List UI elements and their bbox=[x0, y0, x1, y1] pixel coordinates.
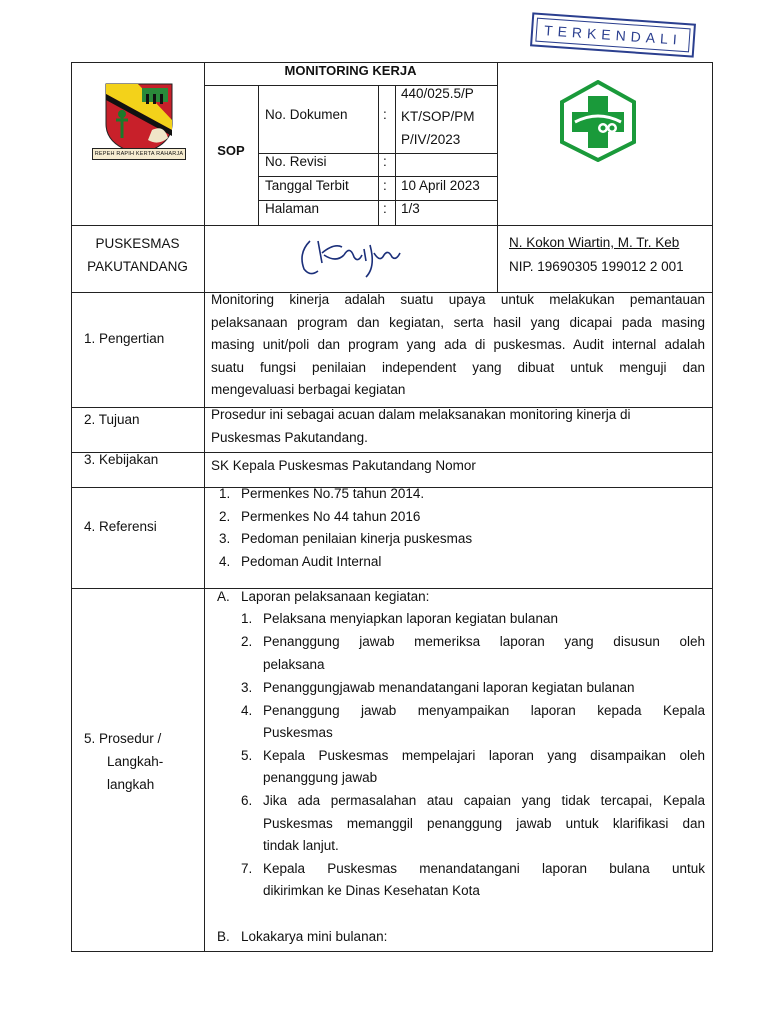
step-line: Puskesmas memanggil penanggung jawab untuk klarifikasi dan bbox=[263, 816, 705, 831]
signatory-nip: NIP. 19690305 199012 2 001 bbox=[509, 259, 684, 274]
kebijakan-text: SK Kepala Puskesmas Pakutandang Nomor bbox=[211, 458, 476, 473]
stamp-text: TERKENDALI bbox=[543, 22, 683, 48]
terkendali-stamp bbox=[530, 12, 696, 57]
pengertian-line: pelaksanaan program dan kegiatan, serta hasil yang dicapai pada masing bbox=[211, 314, 705, 330]
no-revisi-sep: : bbox=[383, 154, 387, 169]
sop-label: SOP bbox=[217, 143, 245, 158]
tanggal-terbit-sep: : bbox=[383, 178, 387, 193]
tujuan-line: Prosedur ini sebagai acuan dalam melaksanakan monitoring kinerja di bbox=[211, 407, 631, 422]
no-dokumen-value-line: KT/SOP/PM bbox=[401, 109, 475, 124]
tanggal-terbit-value: 10 April 2023 bbox=[401, 178, 480, 193]
referensi-item: Pedoman Audit Internal bbox=[241, 554, 382, 569]
prosedur-label bbox=[84, 727, 163, 796]
crest-motto-text: REPEH RAPIH KERTA RAHARJA bbox=[94, 151, 184, 157]
step-line: Puskesmas bbox=[263, 725, 333, 740]
step-number: 4. bbox=[241, 703, 253, 718]
referensi-label: 4. Referensi bbox=[84, 519, 157, 534]
tujuan-text bbox=[211, 404, 705, 449]
step-line: dikirimkan ke Dinas Kesehatan Kota bbox=[263, 883, 480, 898]
prosedur-b-title: Lokakarya mini bulanan: bbox=[241, 929, 388, 944]
step-line: penanggung jawab bbox=[263, 770, 378, 785]
no-dokumen-value-line: 440/025.5/P bbox=[401, 86, 474, 101]
step-number: 2. bbox=[241, 634, 253, 649]
prosedur-a-letter: A. bbox=[217, 589, 230, 604]
referensi-item: Permenkes No 44 tahun 2016 bbox=[241, 509, 421, 524]
no-dokumen-value-line: P/IV/2023 bbox=[401, 132, 461, 147]
document-title: MONITORING KERJA bbox=[284, 63, 417, 78]
referensi-number: 4. bbox=[219, 554, 231, 569]
tujuan-label: 2. Tujuan bbox=[84, 412, 140, 427]
halaman-label: Halaman bbox=[265, 201, 320, 216]
step-line: Jika ada permasalahan atau capaian yang tidak tercapai, Kepala bbox=[263, 793, 705, 808]
step-number: 3. bbox=[241, 680, 253, 695]
no-revisi-label: No. Revisi bbox=[265, 154, 327, 169]
prosedur-b-letter: B. bbox=[217, 929, 230, 944]
prosedur-label-line: Langkah- bbox=[107, 754, 164, 769]
pengertian-line: mengevaluasi berbagai kegiatan bbox=[211, 382, 406, 398]
step-line: Penanggungjawab menandatangani laporan kegiatan bulanan bbox=[263, 680, 635, 695]
step-number: 6. bbox=[241, 793, 253, 808]
prosedur-label-line: langkah bbox=[107, 777, 155, 792]
step-number: 7. bbox=[241, 861, 253, 876]
referensi-item: Pedoman penilaian kinerja puskesmas bbox=[241, 531, 473, 546]
pengertian-line: masing unit/poli dan program yang ada di puskesmas. Audit internal adalah bbox=[211, 337, 705, 353]
pengertian-line: suatu fungsi penilaian independent yang dibuat untuk menguji dan bbox=[211, 359, 705, 375]
referensi-item: Permenkes No.75 tahun 2014. bbox=[241, 486, 425, 501]
crest-motto-ribbon bbox=[92, 148, 186, 160]
step-line: pelaksana bbox=[263, 657, 325, 672]
prosedur-label-line: 5. Prosedur / bbox=[84, 731, 162, 746]
referensi-number: 1. bbox=[219, 486, 231, 501]
step-line: Penanggung jawab memeriksa laporan yang disusun oleh bbox=[263, 634, 705, 649]
step-line: Kepala Puskesmas mempelajari laporan yang disampaikan oleh bbox=[263, 748, 705, 763]
step-line: tindak lanjut. bbox=[263, 838, 339, 853]
step-number: 5. bbox=[241, 748, 253, 763]
step-line: Penanggung jawab menyampaikan laporan kepada Kepala bbox=[263, 703, 705, 718]
org-line: PAKUTANDANG bbox=[87, 259, 188, 274]
pengertian-text bbox=[211, 289, 705, 402]
halaman-value: 1/3 bbox=[401, 201, 420, 216]
pengertian-label: 1. Pengertian bbox=[84, 331, 165, 346]
pengertian-line: Monitoring kinerja adalah suatu upaya untuk melakukan pemantauan bbox=[211, 292, 705, 307]
no-dokumen-label: No. Dokumen bbox=[265, 107, 348, 122]
step-line: Kepala Puskesmas menandatangani laporan bulana untuk bbox=[263, 861, 705, 876]
kebijakan-label: 3. Kebijakan bbox=[84, 452, 159, 467]
referensi-number: 2. bbox=[219, 509, 231, 524]
tujuan-line: Puskesmas Pakutandang. bbox=[211, 429, 368, 445]
org-line: PUSKESMAS bbox=[95, 236, 180, 251]
puskesmas-logo bbox=[557, 80, 639, 162]
step-line: Pelaksana menyiapkan laporan kegiatan bulanan bbox=[263, 611, 558, 626]
tanggal-terbit-label: Tanggal Terbit bbox=[265, 178, 349, 193]
no-dokumen-value bbox=[401, 82, 475, 151]
referensi-number: 3. bbox=[219, 531, 231, 546]
organization-name bbox=[71, 232, 204, 278]
halaman-sep: : bbox=[383, 201, 387, 216]
signature bbox=[296, 233, 404, 281]
step-number: 1. bbox=[241, 611, 253, 626]
no-dokumen-sep: : bbox=[383, 107, 387, 122]
prosedur-a-title: Laporan pelaksanaan kegiatan: bbox=[241, 589, 430, 604]
signatory-name: N. Kokon Wiartin, M. Tr. Keb bbox=[509, 235, 680, 250]
